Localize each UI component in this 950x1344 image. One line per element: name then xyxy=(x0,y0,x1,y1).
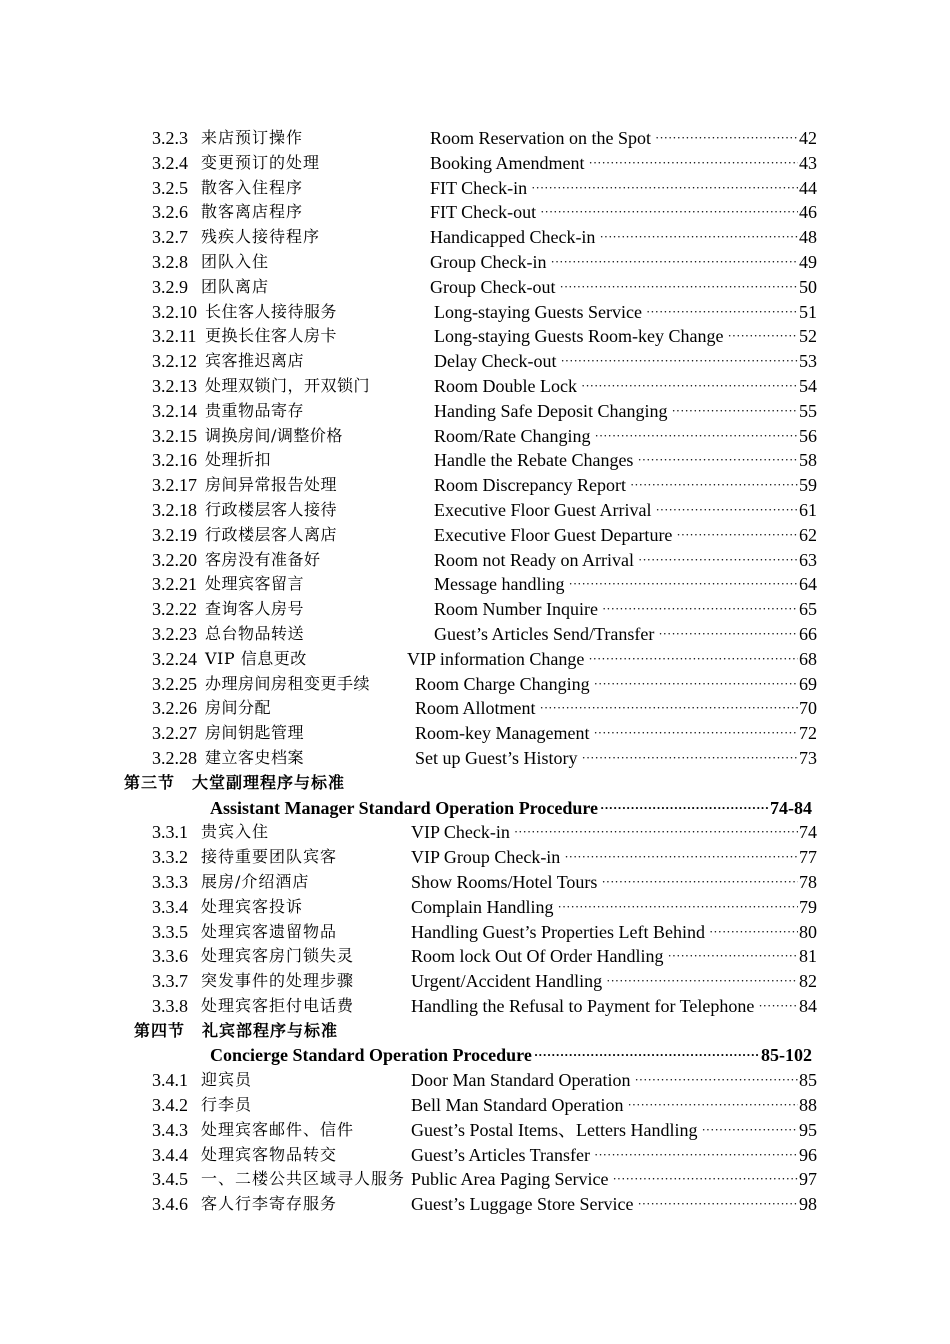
toc-entry xyxy=(0,300,950,325)
toc-entry-english-title: Bell Man Standard Operation xyxy=(411,1095,624,1116)
toc-entry-number: 3.3.3 xyxy=(152,871,188,892)
toc-leader-dots xyxy=(568,572,798,597)
toc-entry-page: 95 xyxy=(799,1119,817,1140)
toc-entry xyxy=(0,1192,950,1217)
toc-entry-chinese-title: 来店预订操作 xyxy=(201,128,304,147)
toc-entry-chinese-title: 接待重要团队宾客 xyxy=(201,847,338,867)
toc-entry xyxy=(0,622,950,647)
toc-entry-number: 3.2.24 xyxy=(152,648,197,669)
toc-entry xyxy=(0,969,950,994)
toc-entry-chinese-title: 贵重物品寄存 xyxy=(205,400,305,420)
toc-entry-page: 49 xyxy=(799,251,817,272)
toc-entry-page: 42 xyxy=(799,128,817,148)
toc-entry xyxy=(0,200,950,225)
toc-leader-dots xyxy=(514,820,798,845)
toc-entry-number: 3.3.2 xyxy=(152,847,188,868)
toc-entry-number: 3.2.8 xyxy=(152,251,188,272)
toc-entry xyxy=(0,721,950,746)
toc-entry-chinese-title: 展房/介绍酒店 xyxy=(201,871,310,891)
toc-entry xyxy=(0,1118,950,1143)
toc-entry-chinese-title: 处理宾客拒付电话费 xyxy=(201,995,355,1015)
toc-entry-page: 88 xyxy=(799,1095,817,1116)
toc-leader-dots xyxy=(601,870,798,895)
toc-entry-number: 3.4.1 xyxy=(152,1070,188,1091)
toc-leader-dots xyxy=(667,944,798,969)
toc-entry-number: 3.2.16 xyxy=(152,450,197,471)
toc-entry-number: 3.3.4 xyxy=(152,896,188,917)
toc-entry xyxy=(0,498,950,523)
toc-entry-number: 3.2.22 xyxy=(152,599,197,620)
toc-leader-dots xyxy=(593,721,798,746)
toc-leader-dots xyxy=(594,1143,798,1168)
toc-entry-number: 3.2.20 xyxy=(152,549,197,570)
toc-entry-page: 73 xyxy=(799,747,817,768)
toc-leader-dots xyxy=(560,349,798,374)
toc-entry-english-title: Guest’s Articles Transfer xyxy=(411,1144,590,1165)
toc-entry-page: 70 xyxy=(799,698,817,719)
toc-entry-chinese-title: 更换长住客人房卡 xyxy=(205,326,338,346)
toc-entry xyxy=(0,572,950,597)
toc-entry xyxy=(0,647,950,672)
toc-entry xyxy=(0,1068,950,1093)
toc-entry-chinese-title: 客人行李寄存服务 xyxy=(201,1194,338,1214)
toc-entry-english-title: Booking Amendment xyxy=(430,152,585,173)
toc-entry xyxy=(0,696,950,721)
toc-entry-page: 72 xyxy=(799,723,817,744)
toc-entry-english-title: Long-staying Guests Room-key Change xyxy=(434,326,724,347)
toc-entry xyxy=(0,845,950,870)
section-english-title: Concierge Standard Operation Procedure xyxy=(210,1045,532,1066)
toc-entry-number: 3.2.28 xyxy=(152,747,197,768)
toc-entry-number: 3.3.8 xyxy=(152,995,188,1016)
toc-entry-english-title: Set up Guest’s History xyxy=(415,747,578,768)
section-title: 第三节 大堂副理程序与标准 xyxy=(124,772,346,792)
toc-entry-page: 69 xyxy=(799,673,817,694)
toc-entry-page: 98 xyxy=(799,1194,817,1215)
toc-entry-english-title: Handling the Refusal to Payment for Telephone xyxy=(411,995,755,1016)
toc-section-heading xyxy=(0,771,950,796)
toc-leader-dots xyxy=(676,523,798,548)
toc-leader-dots xyxy=(559,275,798,300)
toc-leader-dots xyxy=(581,374,798,399)
toc-leader-dots xyxy=(630,473,798,498)
toc-entry-number: 3.2.9 xyxy=(152,276,188,297)
toc-entry-english-title: VIP Check-in xyxy=(411,822,510,843)
toc-entry-page: 53 xyxy=(799,351,817,372)
toc-entry-chinese-title: 散客离店程序 xyxy=(201,202,304,222)
toc-section-subtitle xyxy=(0,1043,950,1068)
toc-entry-page: 52 xyxy=(799,326,817,347)
toc-entry-chinese-title: 宾客推迟离店 xyxy=(205,351,305,371)
toc-entry-english-title: VIP information Change xyxy=(407,648,585,669)
toc-leader-dots xyxy=(709,920,798,945)
toc-entry-number: 3.2.3 xyxy=(152,128,188,148)
toc-entry-page: 66 xyxy=(799,623,817,644)
toc-entry-english-title: FIT Check-in xyxy=(430,177,528,198)
toc-entry xyxy=(0,746,950,771)
toc-entry-english-title: Handle the Rebate Changes xyxy=(434,450,634,471)
toc-entry-english-title: Room Allotment xyxy=(415,698,536,719)
toc-entry-page: 55 xyxy=(799,400,817,421)
toc-entry-chinese-title: 建立客史档案 xyxy=(205,747,305,767)
toc-entry-number: 3.3.1 xyxy=(152,822,188,843)
section-page-range: 85-102 xyxy=(761,1045,812,1066)
toc-entry-chinese-title: 处理宾客遗留物品 xyxy=(201,921,338,941)
toc-entry-page: 84 xyxy=(799,995,817,1016)
toc-entry-english-title: Guest’s Articles Send/Transfer xyxy=(434,623,655,644)
toc-entry-page: 96 xyxy=(799,1144,817,1165)
toc-leader-dots xyxy=(634,1068,798,1093)
toc-entry-chinese-title: 突发事件的处理步骤 xyxy=(201,971,355,991)
toc-entry xyxy=(0,374,950,399)
toc-entry-chinese-title: 一、二楼公共区域寻人服务 xyxy=(201,1169,406,1189)
toc-leader-dots xyxy=(671,399,798,424)
toc-entry-page: 97 xyxy=(799,1169,817,1190)
toc-leader-dots xyxy=(602,597,798,622)
toc-leader-dots xyxy=(701,1118,798,1143)
toc-entry-english-title: Urgent/Accident Handling xyxy=(411,971,603,992)
toc-entry-number: 3.2.18 xyxy=(152,499,197,520)
toc-entry-page: 85 xyxy=(799,1070,817,1091)
toc-entry xyxy=(0,820,950,845)
toc-entry-number: 3.4.2 xyxy=(152,1095,188,1116)
toc-entry-number: 3.2.27 xyxy=(152,723,197,744)
toc-entry-page: 44 xyxy=(799,177,817,198)
toc-entry-number: 3.4.6 xyxy=(152,1194,188,1215)
toc-entry-number: 3.2.25 xyxy=(152,673,197,694)
toc-leader-dots xyxy=(727,324,798,349)
toc-entry-chinese-title: 房间钥匙管理 xyxy=(205,723,305,743)
toc-entry-english-title: Handling Guest’s Properties Left Behind xyxy=(411,921,705,942)
toc-entry-chinese-title: 处理宾客房门锁失灵 xyxy=(201,946,355,966)
toc-entry-number: 3.2.4 xyxy=(152,152,188,173)
toc-entry-page: 61 xyxy=(799,499,817,520)
toc-entry-page: 50 xyxy=(799,276,817,297)
toc-entry-english-title: Guest’s Postal Items、Letters Handling xyxy=(411,1119,698,1140)
toc-entry-number: 3.2.6 xyxy=(152,202,188,223)
toc-entry xyxy=(0,126,950,151)
toc-entry-number: 3.2.11 xyxy=(152,326,197,347)
toc-leader-dots xyxy=(540,696,798,721)
toc-entry-english-title: Public Area Paging Service xyxy=(411,1169,609,1190)
toc-leader-dots xyxy=(534,1043,760,1068)
toc-entry-number: 3.2.7 xyxy=(152,227,188,248)
toc-entry-english-title: Executive Floor Guest Departure xyxy=(434,524,673,545)
toc-leader-dots xyxy=(582,746,798,771)
table-of-contents xyxy=(0,126,950,1217)
toc-entry-page: 79 xyxy=(799,896,817,917)
toc-entry-chinese-title: 房间分配 xyxy=(205,698,272,718)
toc-entry-chinese-title: 团队离店 xyxy=(201,276,270,296)
toc-entry-chinese-title: 处理宾客投诉 xyxy=(201,896,304,916)
toc-entry-english-title: Room-key Management xyxy=(415,723,590,744)
toc-entry xyxy=(0,1167,950,1192)
toc-entry-chinese-title: 散客入住程序 xyxy=(201,177,304,197)
toc-entry-english-title: Door Man Standard Operation xyxy=(411,1070,631,1091)
toc-entry-english-title: Room Charge Changing xyxy=(415,673,590,694)
toc-entry xyxy=(0,424,950,449)
toc-leader-dots xyxy=(658,622,798,647)
section-title: 第四节 礼宾部程序与标准 xyxy=(134,1020,339,1040)
toc-entry-english-title: Room Number Inquire xyxy=(434,599,598,620)
toc-leader-dots xyxy=(758,994,798,1019)
toc-entry-chinese-title: 客房没有准备好 xyxy=(205,549,321,569)
toc-entry-english-title: VIP Group Check-in xyxy=(411,847,561,868)
toc-entry-chinese-title: 查询客人房号 xyxy=(205,599,305,619)
toc-entry-number: 3.4.3 xyxy=(152,1119,188,1140)
toc-entry-chinese-title: 长住客人接待服务 xyxy=(205,301,338,321)
toc-entry-page: 81 xyxy=(799,946,817,967)
toc-entry-page: 63 xyxy=(799,549,817,570)
toc-entry-english-title: Handing Safe Deposit Changing xyxy=(434,400,668,421)
toc-entry-number: 3.3.7 xyxy=(152,971,188,992)
toc-entry-english-title: Room Reservation on the Spot xyxy=(430,128,651,148)
toc-entry xyxy=(0,399,950,424)
section-page-range: 74-84 xyxy=(770,797,812,818)
toc-entry-english-title: Long-staying Guests Service xyxy=(434,301,642,322)
toc-entry-english-title: Message handling xyxy=(434,574,565,595)
toc-entry-number: 3.4.4 xyxy=(152,1144,188,1165)
toc-entry xyxy=(0,944,950,969)
toc-leader-dots xyxy=(589,151,799,176)
toc-entry-chinese-title: 行政楼层客人接待 xyxy=(205,499,338,519)
toc-entry-page: 48 xyxy=(799,227,817,248)
toc-entry-page: 74 xyxy=(799,822,817,843)
toc-entry-number: 3.2.10 xyxy=(152,301,197,322)
toc-entry-english-title: Room/Rate Changing xyxy=(434,425,591,446)
toc-entry-english-title: Complain Handling xyxy=(411,896,554,917)
toc-entry-chinese-title: 处理折扣 xyxy=(205,450,272,470)
toc-leader-dots xyxy=(655,126,798,151)
toc-entry xyxy=(0,473,950,498)
toc-leader-dots xyxy=(612,1167,798,1192)
toc-entry-english-title: Group Check-in xyxy=(430,251,547,272)
toc-entry-page: 51 xyxy=(799,301,817,322)
toc-entry-number: 3.2.17 xyxy=(152,475,197,496)
toc-entry-chinese-title: 处理宾客留言 xyxy=(205,574,305,594)
toc-leader-dots xyxy=(595,424,799,449)
toc-entry xyxy=(0,672,950,697)
toc-entry-number: 3.2.14 xyxy=(152,400,197,421)
toc-entry-english-title: FIT Check-out xyxy=(430,202,537,223)
toc-entry-chinese-title: 调换房间/调整价格 xyxy=(205,425,343,445)
toc-entry-number: 3.3.6 xyxy=(152,946,188,967)
toc-entry-page: 62 xyxy=(799,524,817,545)
toc-leader-dots xyxy=(600,796,769,821)
toc-leader-dots xyxy=(531,176,798,201)
toc-entry-page: 80 xyxy=(799,921,817,942)
toc-entry-chinese-title: VIP 信息更改 xyxy=(205,648,307,668)
toc-entry-page: 68 xyxy=(799,648,817,669)
toc-leader-dots xyxy=(564,845,798,870)
toc-entry xyxy=(0,448,950,473)
toc-entry-chinese-title: 变更预订的处理 xyxy=(201,152,321,172)
toc-entry-number: 3.2.23 xyxy=(152,623,197,644)
toc-entry xyxy=(0,994,950,1019)
toc-entry-number: 3.2.19 xyxy=(152,524,197,545)
toc-entry-page: 43 xyxy=(799,152,817,173)
toc-entry-chinese-title: 处理双锁门，开双锁门 xyxy=(205,375,371,395)
toc-leader-dots xyxy=(655,498,798,523)
toc-entry xyxy=(0,324,950,349)
toc-entry-number: 3.2.26 xyxy=(152,698,197,719)
toc-entry-page: 56 xyxy=(799,425,817,446)
toc-entry-chinese-title: 残疾人接待程序 xyxy=(201,227,321,247)
toc-entry-chinese-title: 房间异常报告处理 xyxy=(205,475,338,495)
toc-entry-chinese-title: 迎宾员 xyxy=(201,1070,253,1090)
toc-entry xyxy=(0,250,950,275)
toc-entry-chinese-title: 团队入住 xyxy=(201,251,270,271)
toc-leader-dots xyxy=(550,250,798,275)
toc-entry xyxy=(0,176,950,201)
toc-leader-dots xyxy=(594,672,798,697)
toc-entry-page: 82 xyxy=(799,971,817,992)
toc-entry-page: 64 xyxy=(799,574,817,595)
toc-entry-english-title: Room Discrepancy Report xyxy=(434,475,626,496)
toc-entry-page: 54 xyxy=(799,375,817,396)
toc-entry-number: 3.4.5 xyxy=(152,1169,188,1190)
toc-entry xyxy=(0,895,950,920)
toc-entry-number: 3.3.5 xyxy=(152,921,188,942)
toc-entry xyxy=(0,225,950,250)
toc-entry-english-title: Handicapped Check-in xyxy=(430,227,596,248)
toc-entry xyxy=(0,523,950,548)
toc-entry-chinese-title: 处理宾客物品转交 xyxy=(201,1144,338,1164)
toc-entry-chinese-title: 处理宾客邮件、信件 xyxy=(201,1119,355,1139)
toc-entry-number: 3.2.12 xyxy=(152,351,197,372)
section-english-title: Assistant Manager Standard Operation Procedure xyxy=(210,797,599,818)
toc-leader-dots xyxy=(558,895,799,920)
toc-entry-chinese-title: 办理房间房租变更手续 xyxy=(205,673,371,693)
toc-entry-chinese-title: 总台物品转送 xyxy=(205,623,305,643)
toc-section-subtitle xyxy=(0,796,950,821)
toc-entry-english-title: Room lock Out Of Order Handling xyxy=(411,946,664,967)
toc-leader-dots xyxy=(638,548,798,573)
toc-entry xyxy=(0,1093,950,1118)
toc-leader-dots xyxy=(627,1093,798,1118)
toc-entry-english-title: Show Rooms/Hotel Tours xyxy=(411,871,598,892)
toc-entry-number: 3.2.21 xyxy=(152,574,197,595)
toc-entry-number: 3.2.5 xyxy=(152,177,188,198)
toc-entry xyxy=(0,349,950,374)
toc-entry-english-title: Guest’s Luggage Store Service xyxy=(411,1194,634,1215)
toc-leader-dots xyxy=(646,300,798,325)
toc-entry-english-title: Room Double Lock xyxy=(434,375,577,396)
toc-entry-chinese-title: 行政楼层客人离店 xyxy=(205,524,338,544)
toc-entry-chinese-title: 行李员 xyxy=(201,1095,253,1115)
toc-leader-dots xyxy=(637,448,798,473)
toc-entry-english-title: Delay Check-out xyxy=(434,351,557,372)
toc-entry xyxy=(0,920,950,945)
toc-leader-dots xyxy=(606,969,798,994)
toc-leader-dots xyxy=(588,647,798,672)
toc-entry-page: 58 xyxy=(799,450,817,471)
toc-entry-page: 59 xyxy=(799,475,817,496)
toc-entry-chinese-title: 贵宾入住 xyxy=(201,822,270,842)
toc-entry-page: 46 xyxy=(799,202,817,223)
toc-entry-english-title: Group Check-out xyxy=(430,276,556,297)
toc-entry xyxy=(0,597,950,622)
toc-entry-page: 78 xyxy=(799,871,817,892)
toc-entry-english-title: Room not Ready on Arrival xyxy=(434,549,634,570)
toc-leader-dots xyxy=(599,225,798,250)
toc-entry-page: 65 xyxy=(799,599,817,620)
toc-entry xyxy=(0,1143,950,1168)
toc-leader-dots xyxy=(637,1192,798,1217)
toc-entry-english-title: Executive Floor Guest Arrival xyxy=(434,499,652,520)
toc-entry xyxy=(0,548,950,573)
toc-entry xyxy=(0,870,950,895)
toc-entry-page: 77 xyxy=(799,847,817,868)
toc-section-heading xyxy=(0,1019,950,1044)
toc-entry xyxy=(0,275,950,300)
toc-leader-dots xyxy=(540,200,798,225)
toc-entry-number: 3.2.15 xyxy=(152,425,197,446)
toc-entry-number: 3.2.13 xyxy=(152,375,197,396)
toc-entry xyxy=(0,151,950,176)
